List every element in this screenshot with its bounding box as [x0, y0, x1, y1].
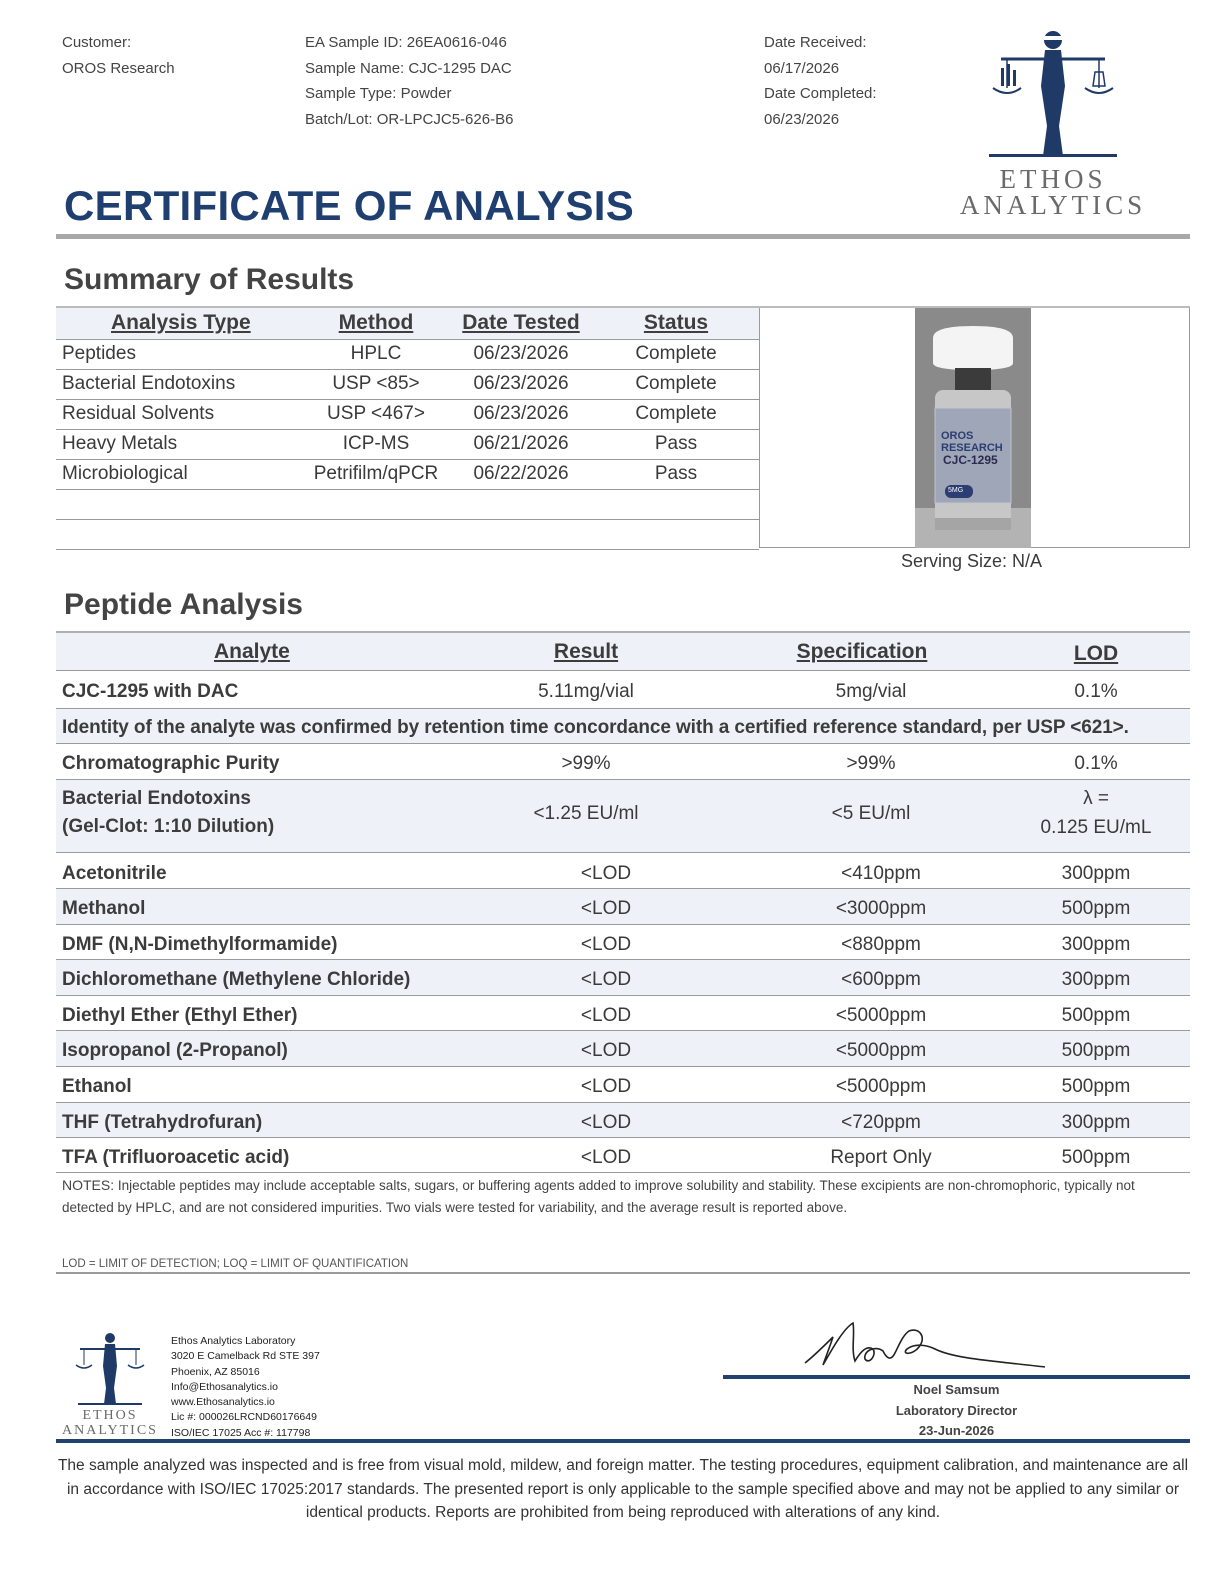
solvent-name: TFA (Trifluoroacetic acid): [62, 1147, 290, 1168]
signature-image: [795, 1315, 1055, 1377]
solvent-name: Acetonitrile: [62, 863, 167, 884]
analyte-spec: >99%: [846, 753, 896, 774]
status: Pass: [654, 463, 698, 484]
table-row: [56, 1138, 1190, 1173]
summary-table: [56, 306, 1190, 548]
status: Complete: [635, 373, 717, 394]
peptide-heading: Peptide Analysis: [64, 588, 303, 621]
table-row: [56, 1031, 1190, 1067]
lod-definition: LOD = LIMIT OF DETECTION; LOQ = LIMIT OF QUANTIFICATION: [62, 1258, 409, 1270]
lab-city: Phoenix, AZ 85016: [171, 1365, 260, 1378]
analyte-spec: <5 EU/ml: [831, 803, 911, 824]
analysis-type: Peptides: [62, 343, 136, 364]
date-tested: 06/22/2026: [473, 463, 569, 484]
ethos-logo: [955, 26, 1151, 226]
solvent-spec: <3000ppm: [835, 898, 927, 919]
solvent-result: <LOD: [580, 969, 632, 990]
lab-name: Ethos Analytics Laboratory: [171, 1335, 296, 1347]
table-row: [56, 780, 1190, 853]
title-divider: [56, 234, 1190, 239]
analyte-lod: λ =: [1083, 788, 1109, 809]
solvent-result: <LOD: [580, 898, 632, 919]
col-date-tested: Date Tested: [462, 311, 580, 334]
date-received: 06/17/2026: [764, 59, 840, 77]
table-row: [56, 340, 759, 370]
logo-small-line1: ETHOS: [82, 1408, 138, 1423]
solvent-lod: 500ppm: [1061, 1076, 1131, 1097]
sample-vial-image: [915, 308, 1031, 548]
solvent-spec: <720ppm: [841, 1112, 921, 1133]
col-specification: Specification: [796, 640, 928, 663]
analyte-name: Chromatographic Purity: [62, 753, 280, 774]
solvent-spec: <5000ppm: [835, 1040, 927, 1061]
vial-graphic: [915, 308, 1031, 548]
customer-value: OROS Research: [62, 59, 175, 77]
solvent-spec: <880ppm: [841, 934, 921, 955]
summary-header-row: [56, 308, 759, 340]
table-row: [56, 460, 759, 490]
solvent-spec: Report Only: [830, 1147, 932, 1168]
table-row: [56, 744, 1190, 780]
notes-text: Injectable peptides may include acceptable salts, sugars, or buffering agents added to improve solubility and stability. These excipients are non-chromophoric, typically not detected by HPLC, and are not considered impurities. Two vials were tested for variability, and the average result is reported above.: [62, 1178, 1135, 1215]
table-row: [56, 370, 759, 400]
analyte-spec: 5mg/vial: [835, 681, 907, 702]
justice-scale-icon: [955, 26, 1151, 166]
solvent-name: Ethanol: [62, 1076, 132, 1097]
table-row: [56, 400, 759, 430]
notes: [62, 1174, 1172, 1219]
solvent-lod: 500ppm: [1061, 1005, 1131, 1026]
method: Petrifilm/qPCR: [313, 463, 439, 484]
table-row: [56, 889, 1190, 925]
method: ICP-MS: [342, 433, 410, 454]
customer-label: Customer:: [62, 34, 132, 51]
analyte-lod: 0.1%: [1074, 753, 1118, 774]
solvent-lod: 500ppm: [1061, 1040, 1131, 1061]
date-tested: 06/23/2026: [473, 403, 569, 424]
table-row: [56, 1103, 1190, 1138]
serving-size: Serving Size: N/A: [901, 551, 1043, 571]
vial-dose: 5MG: [948, 487, 964, 494]
logo-line1: ETHOS: [999, 164, 1107, 194]
footer-divider: [56, 1272, 1190, 1274]
analyte-name: CJC-1295 with DAC: [62, 681, 239, 702]
col-method: Method: [338, 311, 414, 334]
date-received-label: Date Received:: [764, 34, 867, 51]
table-row: [56, 671, 1190, 709]
method: USP <85>: [332, 373, 420, 394]
justice-scale-icon: [58, 1330, 162, 1410]
disclaimer: The sample analyzed was inspected and is free from visual mold, mildew, and foreign matter. The testing procedures, equipment calibration, and maintenance are all in accordance with ISO/IEC 17025:2017 standards. The presented report is only applicable to the sample specified above and may not be applied to any similar or identical products. Reports are prohibited from being reproduced with alterations of any kind.: [57, 1457, 1189, 1521]
solvent-result: <LOD: [580, 1005, 632, 1026]
analyte-lod: 0.1%: [1074, 681, 1118, 702]
lab-license: Lic #: 000026LRCND60176649: [171, 1411, 317, 1424]
signer-name: Noel Samsum: [913, 1382, 1000, 1397]
solvent-name: DMF (N,N-Dimethylformamide): [62, 934, 338, 955]
table-row: [56, 853, 1190, 889]
bottom-divider: [56, 1439, 1190, 1443]
analyte-lod-value: 0.125 EU/mL: [1040, 817, 1152, 838]
method: USP <467>: [327, 403, 425, 424]
lab-email: Info@Ethosanalytics.io: [171, 1380, 278, 1393]
solvent-spec: <410ppm: [841, 863, 921, 884]
solvent-lod: 300ppm: [1061, 863, 1131, 884]
lab-website: www.Ethosanalytics.io: [171, 1396, 275, 1409]
solvent-lod: 300ppm: [1061, 969, 1131, 990]
solvent-result: <LOD: [580, 1147, 632, 1168]
col-status: Status: [643, 311, 709, 334]
table-row: [56, 430, 759, 460]
table-row-empty: [56, 520, 759, 550]
analysis-type: Bacterial Endotoxins: [62, 373, 236, 394]
solvent-spec: <5000ppm: [835, 1005, 927, 1026]
status: Complete: [635, 343, 717, 364]
solvent-name: Methanol: [62, 898, 146, 919]
summary-heading: Summary of Results: [64, 263, 355, 296]
lab-address: [171, 1334, 320, 1441]
vial-name: CJC-1295: [943, 453, 998, 467]
ethos-logo-small: [58, 1330, 162, 1440]
analyte-result: 5.11mg/vial: [538, 681, 634, 702]
dates-block: [764, 30, 877, 132]
sample-id: EA Sample ID: 26EA0616-046: [305, 34, 507, 51]
col-result: Result: [553, 640, 619, 663]
solvent-name: THF (Tetrahydrofuran): [62, 1112, 263, 1133]
identity-note: Identity of the analyte was confirmed by retention time concordance with a certified reference standard, per USP <621>.: [62, 717, 1129, 738]
solvent-result: <LOD: [580, 1076, 632, 1097]
sample-type: Sample Type: Powder: [305, 85, 452, 102]
solvent-result: <LOD: [580, 934, 632, 955]
identity-note-row: [56, 709, 1190, 744]
lab-accreditation: ISO/IEC 17025 Acc #: 117798: [171, 1426, 311, 1439]
customer-block: [62, 30, 175, 81]
date-completed-label: Date Completed:: [764, 85, 877, 102]
peptide-header-row: [56, 633, 1190, 671]
date-tested: 06/23/2026: [473, 373, 569, 394]
signer-role: Laboratory Director: [895, 1403, 1018, 1418]
table-row: [56, 1067, 1190, 1103]
solvent-lod: 300ppm: [1061, 1112, 1131, 1133]
date-completed: 06/23/2026: [764, 110, 840, 128]
col-analysis-type: Analysis Type: [111, 311, 251, 334]
vial-brand: OROS RESEARCH: [941, 430, 1003, 454]
analyte-result: >99%: [561, 753, 611, 774]
signature-date: 23-Jun-2026: [918, 1423, 995, 1438]
solvent-name: Diethyl Ether (Ethyl Ether): [62, 1005, 298, 1026]
solvent-lod: 500ppm: [1061, 898, 1131, 919]
analysis-type: Microbiological: [62, 463, 188, 484]
analyte-name: Bacterial Endotoxins: [62, 788, 251, 809]
signature-line: [723, 1375, 1190, 1379]
status: Complete: [635, 403, 717, 424]
lab-street: 3020 E Camelback Rd STE 397: [171, 1350, 320, 1363]
col-lod: LOD: [1073, 642, 1119, 665]
batch-lot: Batch/Lot: OR-LPCJC5-626-B6: [305, 110, 514, 128]
analysis-type: Residual Solvents: [62, 403, 215, 424]
peptide-table: [56, 631, 1190, 1171]
date-tested: 06/21/2026: [473, 433, 569, 454]
sample-name: Sample Name: CJC-1295 DAC: [305, 59, 512, 77]
solvent-result: <LOD: [580, 863, 632, 884]
solvent-lod: 500ppm: [1061, 1147, 1131, 1168]
sample-photo-panel: [759, 308, 1190, 548]
solvent-name: Dichloromethane (Methylene Chloride): [62, 969, 411, 990]
table-row: [56, 960, 1190, 996]
notes-label: NOTES:: [62, 1177, 115, 1193]
solvent-result: <LOD: [580, 1112, 632, 1133]
analysis-type: Heavy Metals: [62, 433, 178, 454]
analyte-name-sub: (Gel-Clot: 1:10 Dilution): [62, 816, 275, 837]
table-row: [56, 996, 1190, 1031]
logo-small-line2: ANALYTICS: [62, 1423, 158, 1438]
logo-line2: ANALYTICS: [959, 190, 1147, 220]
date-tested: 06/23/2026: [473, 343, 569, 364]
analyte-result: <1.25 EU/ml: [533, 803, 639, 824]
table-row: [56, 925, 1190, 960]
table-row-empty: [56, 490, 759, 520]
method: HPLC: [350, 343, 402, 364]
sample-block: [305, 30, 513, 132]
solvent-result: <LOD: [580, 1040, 632, 1061]
solvent-spec: <600ppm: [841, 969, 921, 990]
solvent-lod: 300ppm: [1061, 934, 1131, 955]
page-title: CERTIFICATE OF ANALYSIS: [64, 182, 635, 229]
status: Pass: [654, 433, 698, 454]
col-analyte: Analyte: [214, 640, 290, 663]
solvent-name: Isopropanol (2-Propanol): [62, 1040, 288, 1061]
solvent-spec: <5000ppm: [835, 1076, 927, 1097]
